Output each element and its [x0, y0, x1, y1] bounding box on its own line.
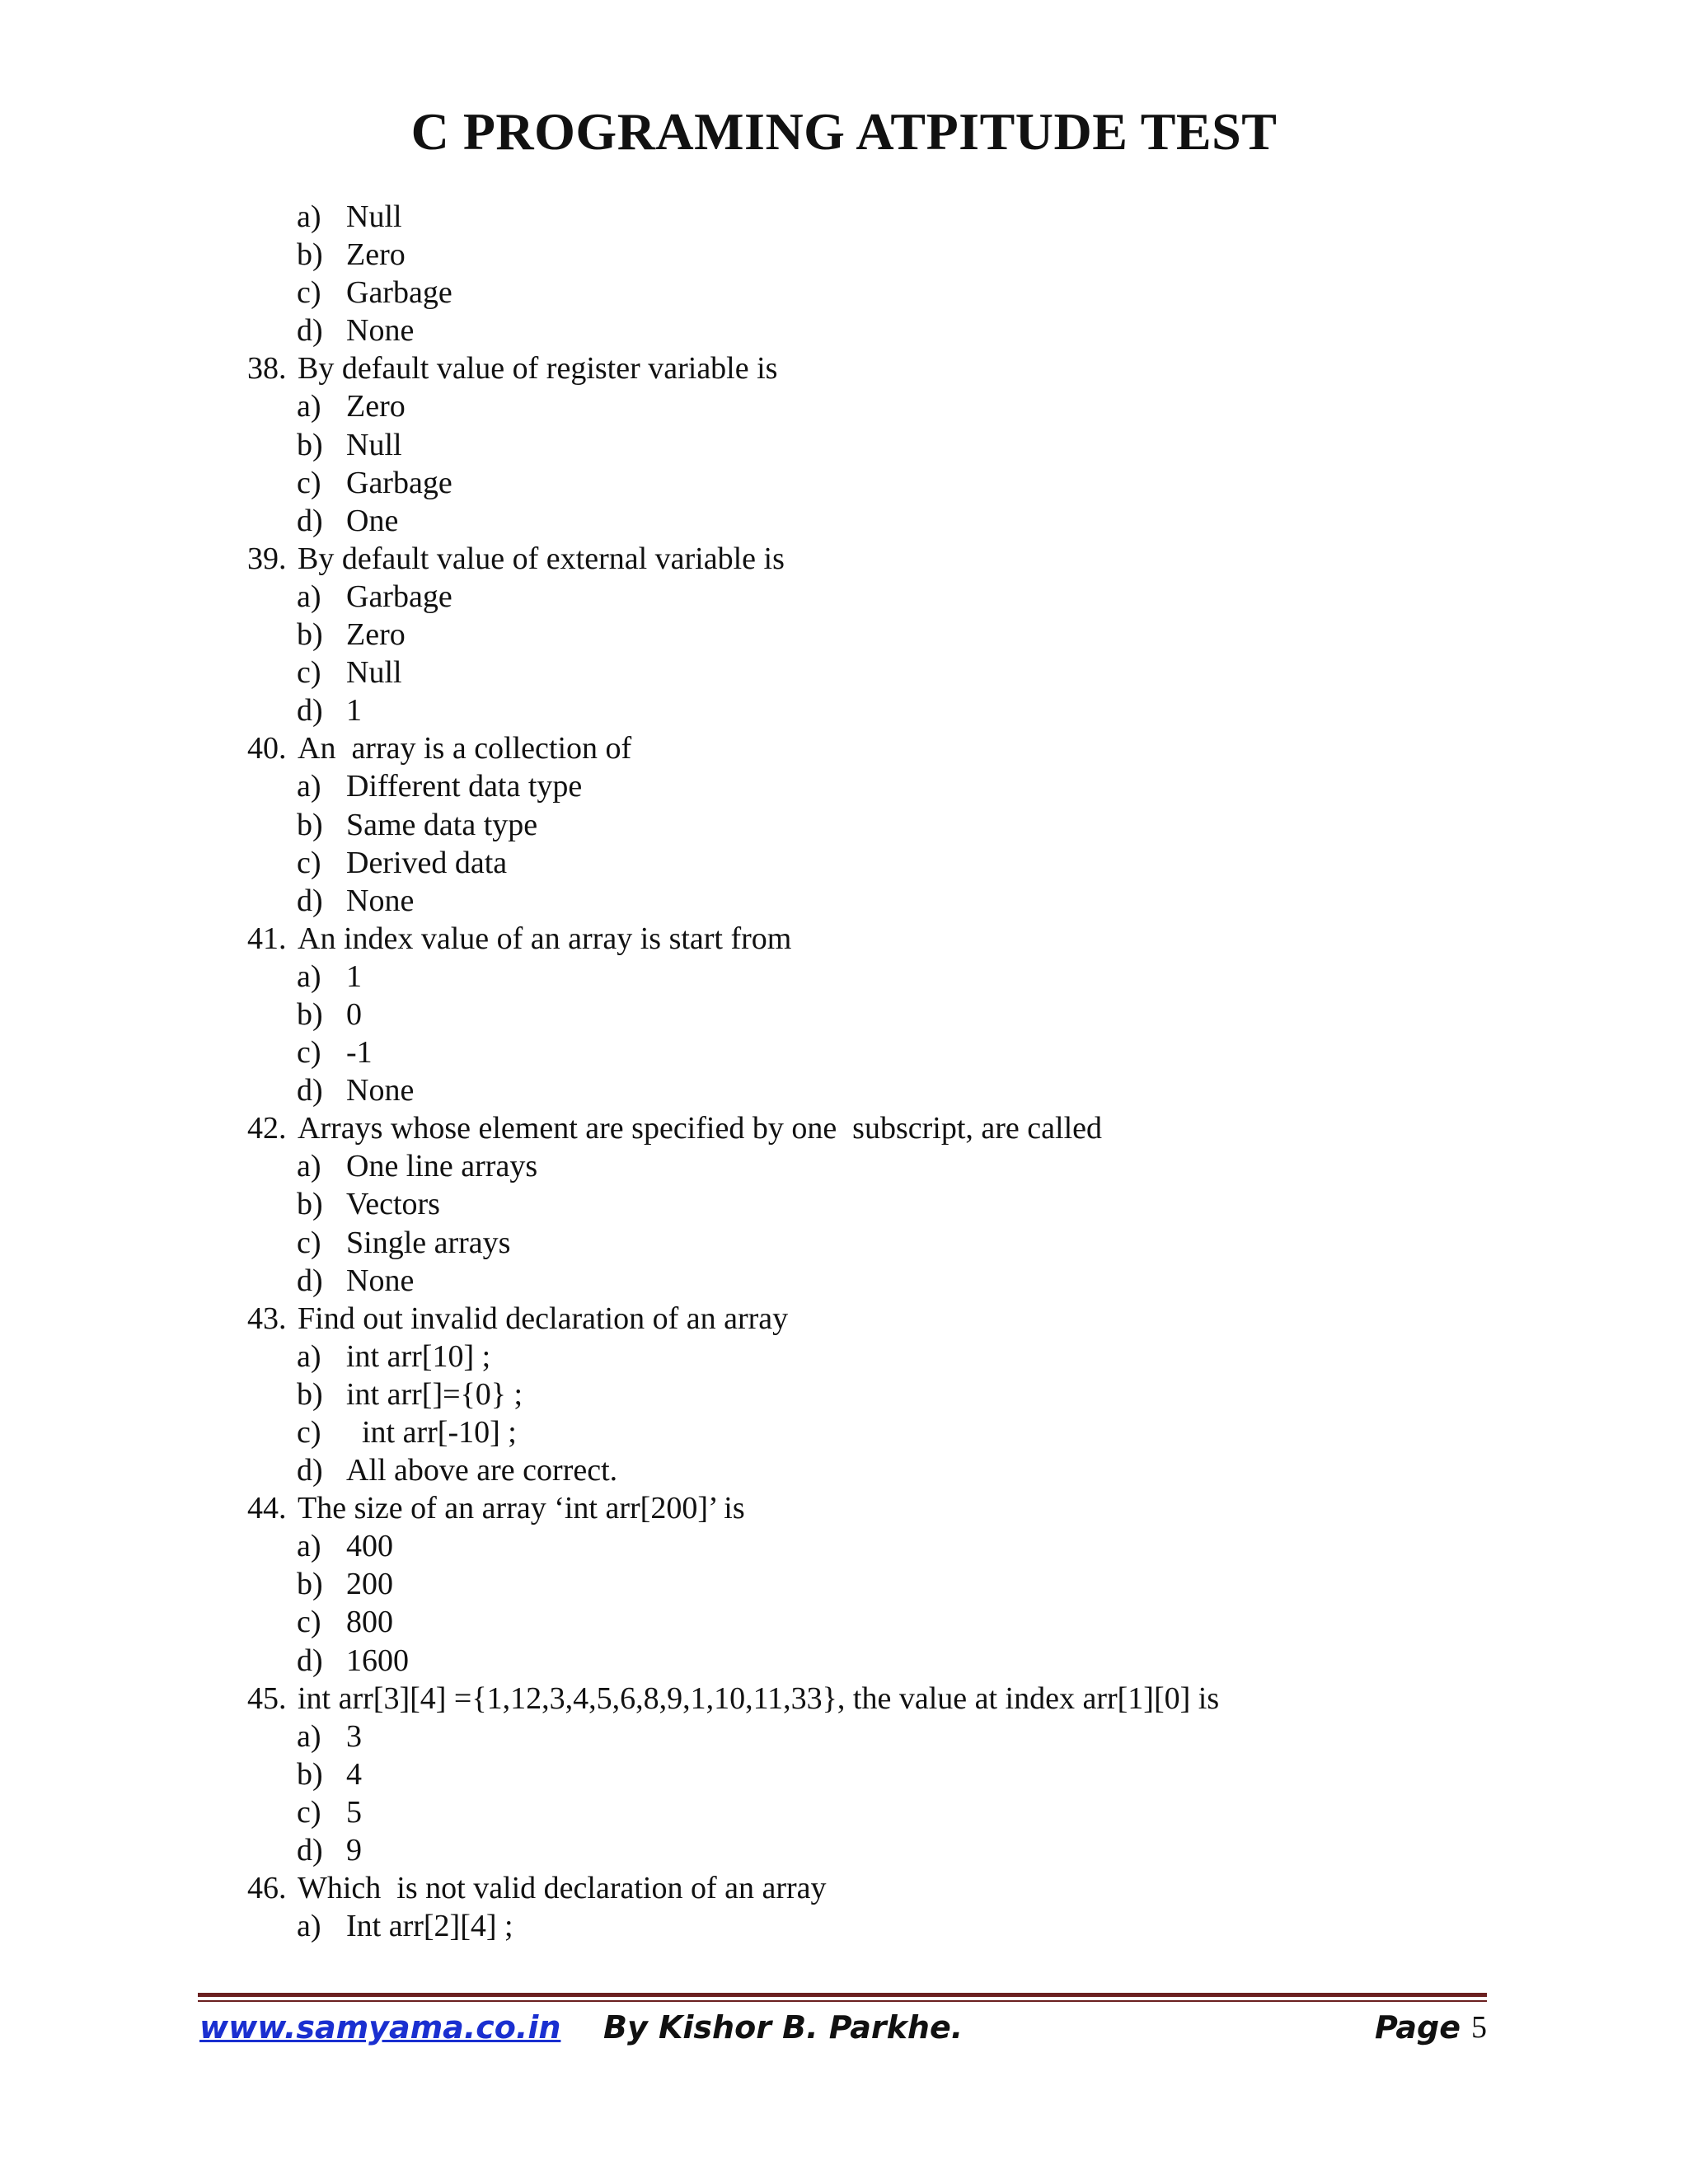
option-letter: a) [297, 769, 321, 804]
answer-option [0, 958, 1688, 996]
question-number: 40. [247, 731, 287, 766]
question-block [0, 1489, 1688, 1679]
option-text: Zero [346, 389, 406, 424]
answer-option [0, 1718, 1688, 1755]
question-text: An index value of an array is start from [298, 921, 792, 956]
option-letter: a) [297, 1909, 321, 1944]
answer-option [0, 1185, 1688, 1223]
option-text: Null [346, 655, 402, 691]
option-text: All above are correct. [346, 1453, 618, 1488]
option-letter: d) [297, 313, 323, 349]
option-letter: a) [297, 1338, 321, 1374]
question-list [0, 198, 1688, 1945]
option-text: Same data type [346, 807, 538, 842]
option-letter: c) [297, 465, 321, 500]
option-text: int arr[]={0} ; [346, 1376, 523, 1412]
question-block [0, 1109, 1688, 1299]
option-text: None [346, 1073, 415, 1108]
option-letter: b) [297, 427, 323, 462]
answer-option [0, 387, 1688, 425]
answer-option [0, 806, 1688, 844]
option-text: 1600 [346, 1643, 409, 1678]
answer-option [0, 274, 1688, 312]
option-text: Different data type [346, 769, 583, 804]
option-text: Derived data [346, 845, 508, 880]
option-text: One line arrays [346, 1149, 538, 1184]
question-block [0, 1869, 1688, 1945]
page-number: 5 [1471, 2010, 1487, 2045]
option-text: 5 [346, 1794, 362, 1830]
answer-option [0, 844, 1688, 882]
footer-divider [198, 1993, 1487, 1997]
option-text: 9 [346, 1833, 362, 1868]
answer-option [0, 1565, 1688, 1603]
question-number: 44. [247, 1491, 287, 1526]
option-text: -1 [346, 1035, 373, 1071]
answer-option [0, 616, 1688, 654]
question-text: Find out invalid declaration of an array [298, 1301, 789, 1336]
option-text: None [346, 883, 415, 918]
option-letter: b) [297, 996, 323, 1032]
question-text: int arr[3][4] ={1,12,3,4,5,6,8,9,1,10,11,33}, the value at index arr[1][0] is [298, 1680, 1220, 1716]
option-letter: c) [297, 275, 321, 311]
option-text: None [346, 313, 415, 349]
option-letter: a) [297, 199, 321, 234]
page-title: C PROGRAMING ATPITUDE TEST [410, 102, 1278, 161]
option-text: 400 [346, 1529, 393, 1564]
option-text: 0 [346, 996, 362, 1032]
question-text: Arrays whose element are specified by one subscript, are called [298, 1111, 1102, 1146]
answer-option [0, 1451, 1688, 1489]
question-number: 46. [247, 1871, 287, 1906]
question-number: 43. [247, 1301, 287, 1336]
option-letter: c) [297, 1794, 321, 1830]
option-text: Int arr[2][4] ; [346, 1909, 513, 1944]
question [0, 1300, 1688, 1338]
option-text: 3 [346, 1718, 362, 1754]
option-text: 1 [346, 958, 362, 994]
answer-option [0, 1262, 1688, 1300]
answer-option [0, 1793, 1688, 1831]
option-letter: c) [297, 1225, 321, 1260]
option-text: 200 [346, 1567, 393, 1602]
question-number: 39. [247, 541, 287, 576]
question-block [0, 349, 1688, 539]
question [0, 1680, 1688, 1718]
question-number: 42. [247, 1111, 287, 1146]
question [0, 1869, 1688, 1907]
option-text: 1 [346, 693, 362, 729]
option-letter: b) [297, 617, 323, 653]
option-text: Garbage [346, 465, 452, 500]
page-label: Page [1374, 2009, 1461, 2046]
option-letter: b) [297, 1187, 323, 1222]
author-credit: By Kishor B. Parkhe. [603, 2009, 964, 2046]
answer-option [0, 882, 1688, 920]
option-text: int arr[-10] ; [346, 1415, 517, 1450]
question-number: 38. [247, 351, 287, 387]
answer-option [0, 312, 1688, 349]
answer-option [0, 1603, 1688, 1641]
option-letter: d) [297, 1643, 323, 1678]
answer-option [0, 1376, 1688, 1413]
question-block [0, 1680, 1688, 1869]
answer-option [0, 198, 1688, 236]
question [0, 540, 1688, 578]
question-block [0, 920, 1688, 1109]
option-letter: a) [297, 958, 321, 994]
option-text: Garbage [346, 579, 452, 614]
question [0, 729, 1688, 767]
option-letter: c) [297, 1605, 321, 1640]
answer-option [0, 464, 1688, 502]
answer-option [0, 1527, 1688, 1565]
option-text: 4 [346, 1756, 362, 1792]
answer-option [0, 996, 1688, 1033]
website-link[interactable]: www.samyama.co.in [199, 2009, 561, 2046]
option-letter: b) [297, 1376, 323, 1412]
answer-option [0, 654, 1688, 691]
question [0, 920, 1688, 958]
answer-option [0, 1907, 1688, 1945]
question [0, 1489, 1688, 1527]
option-letter: d) [297, 883, 323, 918]
option-letter: c) [297, 1035, 321, 1071]
option-letter: a) [297, 389, 321, 424]
answer-option [0, 502, 1688, 540]
option-letter: d) [297, 693, 323, 729]
question-text: An array is a collection of [298, 731, 632, 766]
answer-option [0, 1071, 1688, 1109]
option-text: Single arrays [346, 1225, 511, 1260]
answer-option [0, 1224, 1688, 1262]
question-text: The size of an array ‘int arr[200]’ is [298, 1491, 745, 1526]
footer-divider-thin [198, 2000, 1487, 2002]
option-letter: a) [297, 1149, 321, 1184]
answer-option [0, 1147, 1688, 1185]
answer-option [0, 426, 1688, 464]
option-text: Zero [346, 617, 406, 653]
option-letter: b) [297, 1567, 323, 1602]
option-text: None [346, 1263, 415, 1298]
option-letter: b) [297, 237, 323, 273]
option-text: Zero [346, 237, 406, 273]
question-block [0, 1300, 1688, 1489]
option-letter: c) [297, 655, 321, 691]
option-letter: d) [297, 503, 323, 538]
option-letter: d) [297, 1073, 323, 1108]
answer-option [0, 1755, 1688, 1793]
answer-option [0, 1642, 1688, 1680]
question-block [0, 729, 1688, 919]
option-text: 800 [346, 1605, 393, 1640]
option-letter: d) [297, 1453, 323, 1488]
option-letter: d) [297, 1263, 323, 1298]
answer-option [0, 1831, 1688, 1869]
option-letter: b) [297, 807, 323, 842]
answer-option [0, 1338, 1688, 1376]
answer-option [0, 767, 1688, 805]
option-letter: d) [297, 1833, 323, 1868]
answer-option [0, 578, 1688, 616]
question-text: By default value of external variable is [298, 541, 785, 576]
answer-option [0, 236, 1688, 274]
option-text: int arr[10] ; [346, 1338, 491, 1374]
question-block [0, 540, 1688, 729]
option-letter: a) [297, 1529, 321, 1564]
question-number: 45. [247, 1680, 287, 1716]
option-text: Null [346, 199, 402, 234]
question-number: 41. [247, 921, 287, 956]
question-text: By default value of register variable is [298, 351, 778, 387]
question [0, 1109, 1688, 1147]
option-text: Garbage [346, 275, 452, 311]
option-text: One [346, 503, 399, 538]
continued-options [0, 198, 1688, 349]
question [0, 349, 1688, 387]
answer-option [0, 1033, 1688, 1071]
option-text: Null [346, 427, 402, 462]
answer-option [0, 691, 1688, 729]
option-letter: c) [297, 845, 321, 880]
option-letter: b) [297, 1756, 323, 1792]
option-letter: a) [297, 579, 321, 614]
option-text: Vectors [346, 1187, 440, 1222]
option-letter: c) [297, 1415, 321, 1450]
answer-option [0, 1413, 1688, 1451]
option-letter: a) [297, 1718, 321, 1754]
question-text: Which is not valid declaration of an array [298, 1871, 827, 1906]
page-footer [198, 2006, 1487, 2049]
